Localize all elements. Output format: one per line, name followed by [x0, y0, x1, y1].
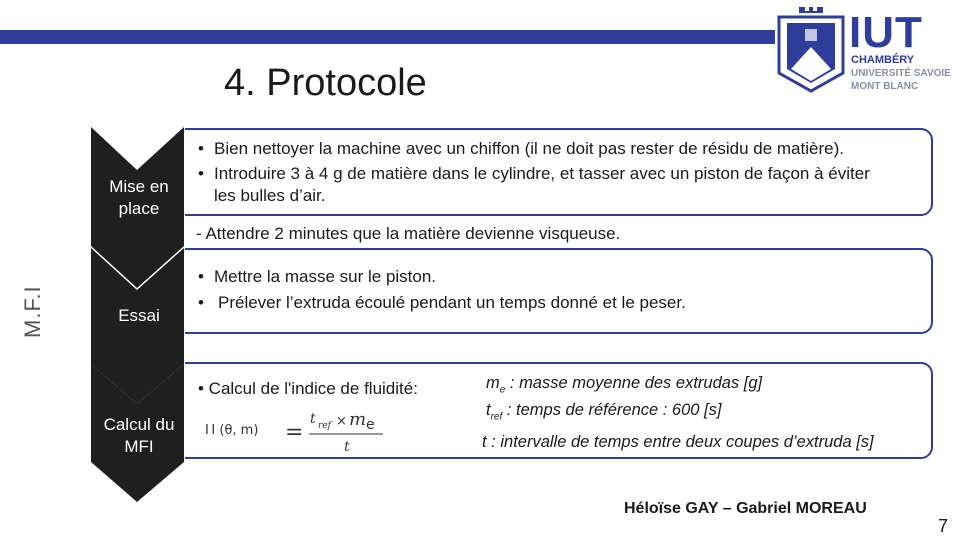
step-label-setup-line2: place — [118, 199, 160, 218]
definition-tref-sub: ref — [490, 411, 503, 423]
mfi-bullet: • Calcul de l'indice de fluidité: — [198, 379, 418, 398]
definition-t-sym: t — [482, 433, 487, 451]
logo-text-iut: IUT — [849, 8, 923, 57]
step-label-mfi-line1: Calcul du — [103, 415, 175, 434]
setup-bullet-1-text: Bien nettoyer la machine avec un chiffon (il ne doit pas rester de résidu de matière). — [214, 139, 844, 158]
formula-m: m — [349, 409, 367, 430]
test-bullet-2: • Prélever l’extruda écoulé pendant un temps donné et le peser. — [198, 293, 686, 312]
setup-bullet-2: • Introduire 3 à 4 g de matière dans le cylindre, et tasser avec un piston de façon à éviter — [198, 164, 870, 183]
step-label-setup — [98, 176, 180, 220]
formula-m-sub: e — [366, 417, 375, 433]
definition-me — [486, 374, 762, 395]
setup-bullet-2-cont: les bulles d’air. — [214, 186, 326, 205]
formula-tref-sub: ref — [318, 421, 331, 431]
definition-me-sub: e — [499, 384, 506, 396]
setup-note: - Attendre 2 minutes que la matière devienne visqueuse. — [196, 224, 621, 243]
definition-tref-sym: t — [486, 401, 491, 419]
formula-times: × — [336, 414, 347, 429]
definition-tref — [486, 401, 721, 422]
test-bullet-1: • Mettre la masse sur le piston. — [198, 267, 437, 286]
formula-tref: t — [310, 411, 316, 427]
logo-text-chambery: CHAMBÉRY — [851, 54, 915, 66]
page-title: 4. Protocole — [224, 62, 427, 104]
setup-bullet-1: • Bien nettoyer la machine avec un chiffon (il ne doit pas rester de résidu de matière). — [198, 139, 844, 158]
step-label-mfi-line2: MFI — [124, 437, 154, 456]
definition-t — [482, 433, 874, 452]
test-bullet-2-text: Prélever l’extruda écoulé pendant un temps donné et le peser. — [218, 293, 686, 312]
side-label: M.F.I — [20, 285, 45, 338]
formula-equals: = — [285, 420, 304, 445]
mfi-formula — [205, 407, 405, 453]
step-label-mfi — [94, 414, 184, 458]
formula-lhs: I I (θ, m) — [205, 423, 259, 438]
definition-t-text: : intervalle de temps entre deux coupes d’extruda [s] — [486, 433, 874, 451]
definition-tref-text: : temps de référence : 600 [s] — [502, 401, 722, 419]
definition-me-sym: m — [486, 374, 500, 392]
page-number: 7 — [938, 516, 949, 536]
step-label-test: Essai — [118, 306, 160, 325]
author-credit: Héloïse GAY – Gabriel MOREAU — [624, 500, 867, 517]
setup-bullet-2-text: Introduire 3 à 4 g de matière dans le cylindre, et tasser avec un piston de façon à éviter — [214, 164, 870, 183]
logo-text-university: UNIVERSITÉ SAVOIE — [851, 68, 951, 79]
formula-den: t — [344, 439, 350, 453]
definition-me-text: : masse moyenne des extrudas [g] — [505, 374, 763, 392]
logo-text-montblanc: MONT BLANC — [851, 81, 919, 92]
step-label-setup-line1: Mise en — [109, 177, 169, 196]
test-bullet-1-text: Mettre la masse sur le piston. — [214, 267, 437, 286]
